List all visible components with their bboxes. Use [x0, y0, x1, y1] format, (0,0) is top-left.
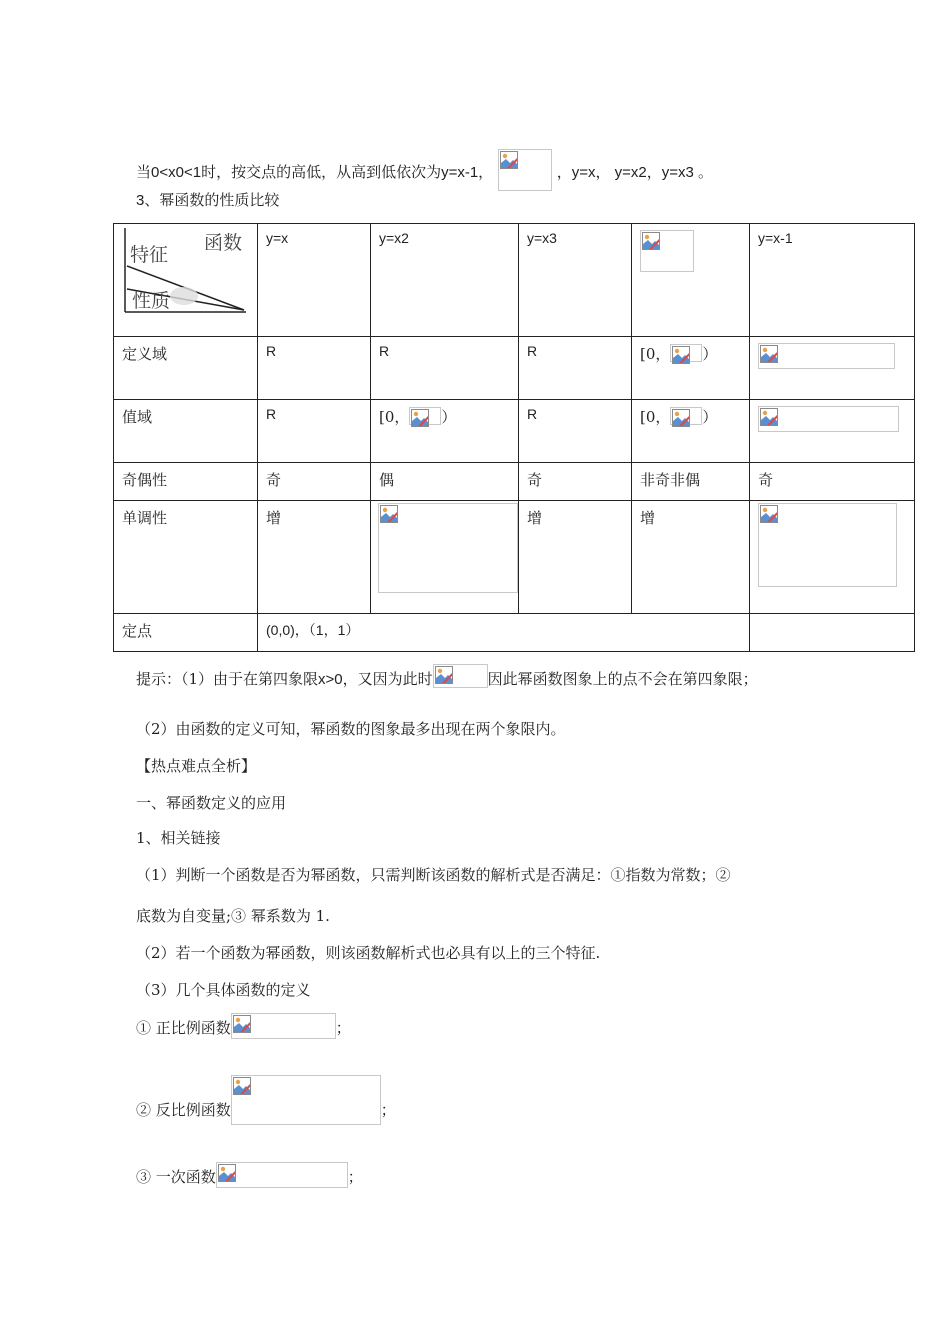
formula-image: [758, 343, 895, 369]
header-cell: y=x: [258, 224, 371, 337]
table-cell: [632, 337, 750, 400]
formula-image: [758, 503, 897, 587]
paragraph: （1）判断一个函数是否为幂函数，只需判断该函数的解析式是否满足：①指数为常数；②: [136, 866, 731, 884]
interval-open: [0，: [640, 345, 671, 363]
corner-label-function: 函数: [204, 232, 243, 254]
table-cell: 奇: [750, 463, 915, 501]
formula-image: [378, 503, 518, 593]
hot-title: 【热点难点全析】: [136, 757, 257, 775]
broken-image-icon: [672, 346, 690, 364]
interval-close: ）: [702, 345, 718, 363]
header-cell: y=x2: [371, 224, 519, 337]
broken-image-icon: [500, 151, 518, 169]
table-cell: [632, 400, 750, 463]
broken-image-icon: [672, 409, 690, 427]
header-cell: [632, 224, 750, 337]
def-label: ③ 一次函数: [136, 1168, 216, 1186]
diagonal-header: [118, 226, 246, 314]
table-cell: 偶: [371, 463, 519, 501]
intro-text: 时，按交点的高低，从高到低依次为: [201, 163, 442, 181]
table-row: [114, 400, 915, 463]
def-line: [136, 1162, 363, 1188]
broken-image-icon: [233, 1077, 251, 1095]
paragraph: （3）几个具体函数的定义: [136, 981, 311, 999]
def-end: ；: [380, 1101, 396, 1119]
table-row: [114, 337, 915, 400]
corner-cell: [114, 224, 258, 337]
formula-image: [670, 344, 702, 362]
subsection-heading: 1、相关链接: [136, 829, 221, 847]
broken-image-icon: [380, 505, 398, 523]
table-row: [114, 614, 915, 652]
formula-image: [231, 1075, 381, 1125]
interval-close: ）: [702, 408, 718, 426]
table-row: [114, 463, 915, 501]
section-heading: 一、幂函数定义的应用: [136, 794, 287, 812]
corner-label-property: 性质: [132, 290, 171, 312]
formula-image: [670, 407, 702, 425]
header-cell: y=x-1: [750, 224, 915, 337]
table-cell: R: [519, 400, 632, 463]
table-cell: 增: [632, 501, 750, 614]
interval-open: [0，: [379, 408, 410, 426]
hint-b: x>0: [318, 671, 343, 688]
broken-image-icon: [760, 408, 778, 426]
def-line: [136, 1075, 396, 1125]
broken-image-icon: [411, 409, 429, 427]
table-cell: R: [519, 337, 632, 400]
formula-image: [640, 230, 694, 272]
broken-image-icon: [642, 232, 660, 250]
formula-image: [433, 664, 488, 688]
row-label: 定点: [114, 614, 258, 652]
table-cell: [750, 400, 915, 463]
formula-image: [758, 406, 899, 432]
power-function-table: [113, 223, 915, 652]
def-end: ；: [335, 1019, 351, 1037]
interval-close: ）: [441, 408, 457, 426]
table-cell: 增: [258, 501, 371, 614]
broken-image-icon: [435, 666, 453, 684]
row-label: 单调性: [114, 501, 258, 614]
table-cell: (0,0)，（1，1）: [258, 614, 750, 652]
table-row: [114, 501, 915, 614]
table-cell: [750, 614, 915, 652]
table-cell: [750, 337, 915, 400]
row-label: 奇偶性: [114, 463, 258, 501]
intro-first: y=x-1，: [441, 164, 494, 181]
intro-rest: ，y=x， y=x2，y=x3 。: [556, 164, 714, 181]
row-label: 定义域: [114, 337, 258, 400]
hint-c: ，又因为此时: [342, 670, 433, 688]
formula-image: [498, 149, 552, 191]
table-cell: [371, 400, 519, 463]
table-cell: R: [258, 337, 371, 400]
broken-image-icon: [760, 345, 778, 363]
table-cell: 奇: [258, 463, 371, 501]
formula-image: [231, 1013, 336, 1039]
broken-image-icon: [218, 1164, 236, 1182]
table-cell: 非奇非偶: [632, 463, 750, 501]
broken-image-icon: [233, 1015, 251, 1033]
def-label: ② 反比例函数: [136, 1101, 231, 1119]
header-cell: y=x3: [519, 224, 632, 337]
paragraph: （2）若一个函数为幂函数，则该函数解析式也必具有以上的三个特征.: [136, 944, 601, 962]
formula-image: [216, 1162, 348, 1188]
paragraph: 底数为自变量;③ 幂系数为 1.: [136, 907, 330, 925]
section-title: 3、幂函数的性质比较: [136, 192, 280, 209]
table-cell: R: [371, 337, 519, 400]
table-cell: 奇: [519, 463, 632, 501]
corner-label-feature: 特征: [130, 244, 169, 266]
broken-image-icon: [760, 505, 778, 523]
def-end: ；: [347, 1168, 363, 1186]
intro-prefix: 当: [136, 163, 152, 181]
intro-line: [136, 149, 713, 191]
def-label: ① 正比例函数: [136, 1019, 231, 1037]
hint-d: 因此幂函数图象上的点不会在第四象限；: [487, 670, 758, 688]
row-label: 值域: [114, 400, 258, 463]
table-header-row: [114, 224, 915, 337]
def-line: [136, 1013, 351, 1039]
hint-a: 提示：（1）由于在第四象限: [136, 670, 319, 688]
formula-image: [409, 407, 441, 425]
intro-cond: 0<x0<1: [151, 164, 202, 181]
paragraph: （2）由函数的定义可知，幂函数的图象最多出现在两个象限内。: [136, 720, 566, 738]
interval-open: [0，: [640, 408, 671, 426]
table-cell: [750, 501, 915, 614]
hint-line: [136, 664, 758, 689]
table-cell: R: [258, 400, 371, 463]
table-cell: [371, 501, 519, 614]
table-cell: 增: [519, 501, 632, 614]
